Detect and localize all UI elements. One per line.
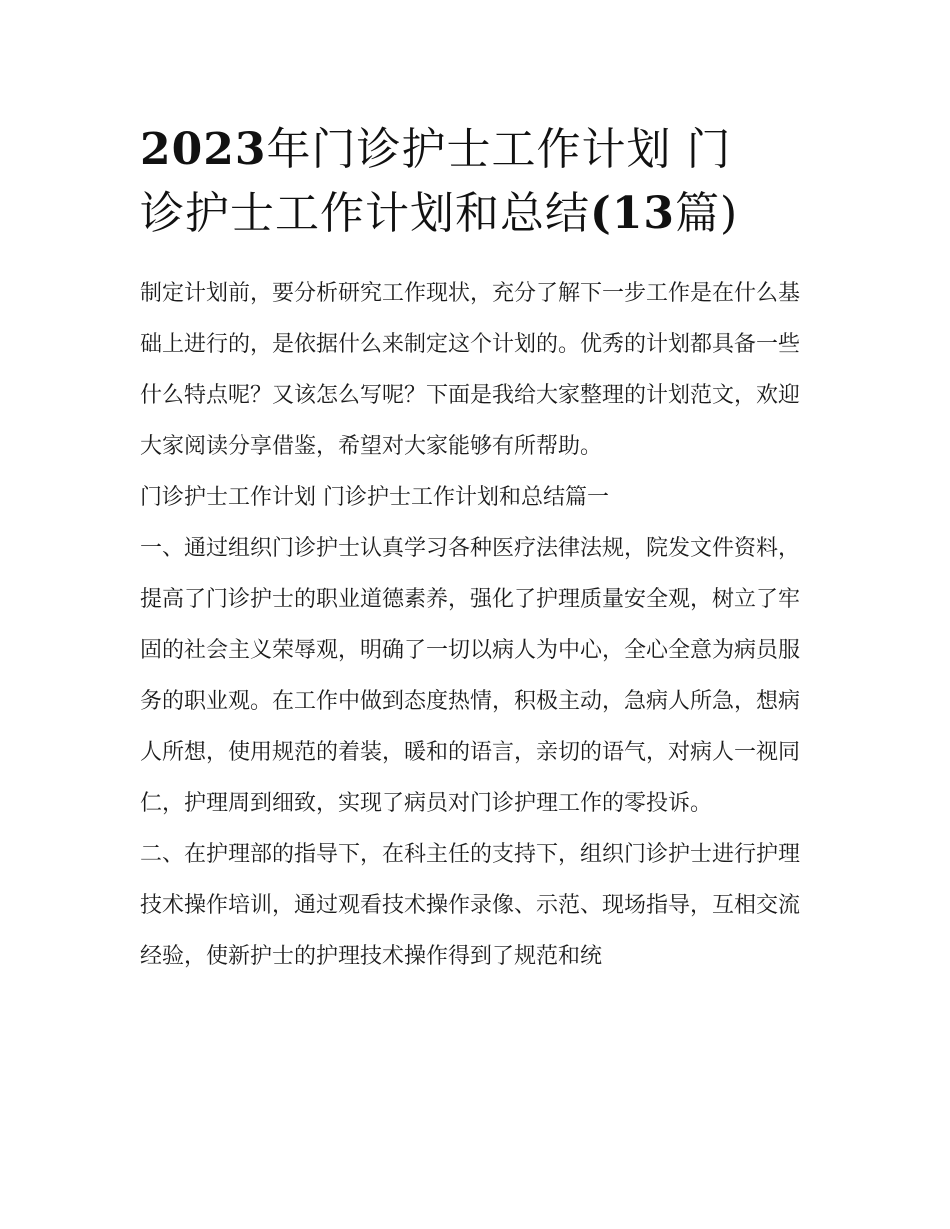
document-title [140,118,820,246]
document-content [140,118,820,982]
section-heading: 门诊护士工作计划 门诊护士工作计划和总结篇一 [140,485,609,510]
paragraph-item-two: 二、在护理部的指导下，在科主任的支持下，组织门诊护士进行护理技术操作培训，通过观看技术操作录像、示范、现场指导，互相交流经验，使新护士的护理技术操作得到了规范和统 [140,842,801,969]
title-line2-text: 诊护士工作计划和总结 [140,188,590,239]
paragraph-item-one: 一、通过组织门诊护士认真学习各种医疗法律法规，院发文件资料，提高了门诊护士的职业道德素养，强化了护理质量安全观，树立了牢固的社会主义荣辱观，明确了一切以病人为中心，全心全意为病员服务的职业观。在工作中做到态度热情，积极主动，急病人所急，想病人所想，使用规范的着装，暖和的语言，亲切的语气，对病人一视同仁，护理周到细致，实现了病员对门诊护理工作的零投诉。 [140,536,801,816]
title-line1-text: 年门诊护士工作计划 门 [266,124,732,175]
title-count: (13 [590,188,676,239]
intro-paragraph: 制定计划前，要分析研究工作现状，充分了解下一步工作是在什么基础上进行的，是依据什么来制定这个计划的。优秀的计划都具备一些什么特点呢？又该怎么写呢？下面是我给大家整理的计划范文，欢迎大家阅读分享借鉴，希望对大家能够有所帮助。 [140,281,801,459]
title-year: 2023 [140,124,267,175]
document-body [140,268,820,982]
title-count-suffix: 篇) [675,188,739,239]
